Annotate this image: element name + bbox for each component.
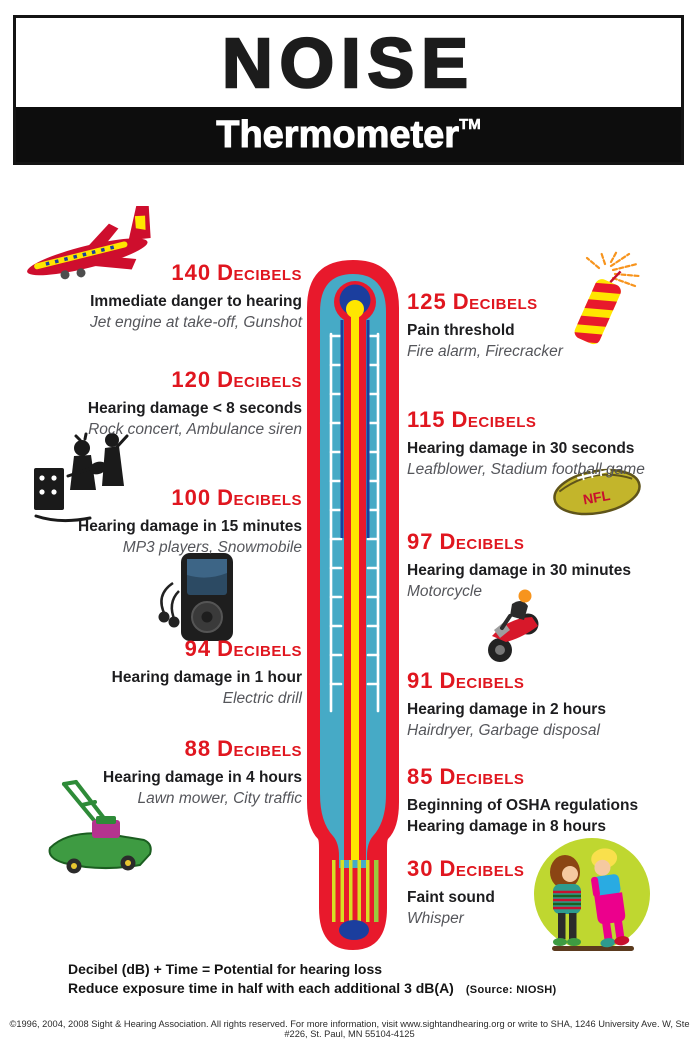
- level-description: Hearing damage in 30 seconds: [407, 440, 635, 457]
- level-examples: MP3 players, Snowmobile: [122, 539, 302, 556]
- level-examples: Motorcycle: [407, 583, 482, 600]
- decibel-heading: [407, 530, 631, 557]
- level-description: Hearing damage in 4 hours: [103, 769, 302, 786]
- level-description: Hearing damage in 15 minutes: [78, 518, 302, 535]
- decibel-number: 94: [184, 636, 212, 661]
- decibel-word: DECIBELS: [217, 367, 302, 392]
- decibel-word: DECIBELS: [217, 736, 302, 761]
- level-description: Hearing damage in 30 minutes: [407, 562, 631, 579]
- trademark-mark: TM: [459, 115, 481, 133]
- level-entry-120: [88, 368, 302, 440]
- level-entry-97: [407, 530, 631, 602]
- decibel-number: 140: [171, 260, 212, 285]
- decibel-word: DECIBELS: [439, 764, 525, 789]
- decibel-word: DECIBELS: [439, 529, 525, 554]
- footnote-line2-text: Reduce exposure time in half with each additional 3 dB(A): [68, 980, 454, 996]
- decibel-word: DECIBELS: [452, 289, 538, 314]
- poster-title: NOISE: [222, 23, 475, 102]
- decibel-heading: [90, 261, 302, 288]
- level-description: Pain threshold: [407, 322, 515, 339]
- footnote-line1: Decibel (dB) + Time = Potential for hearing loss: [68, 961, 383, 977]
- level-entry-115: [407, 408, 645, 480]
- thermometer-graphic: [303, 256, 403, 956]
- level-examples: Hairdryer, Garbage disposal: [407, 722, 600, 739]
- level-description: Hearing damage in 1 hour: [111, 669, 302, 686]
- poster-subtitle: [216, 113, 481, 156]
- level-entry-140: [90, 261, 302, 333]
- poster-subtitle-bar: [16, 107, 681, 162]
- subtitle-text: Thermometer: [216, 113, 460, 156]
- poster-header: [13, 15, 684, 165]
- decibel-word: DECIBELS: [217, 636, 302, 661]
- level-examples: Lawn mower, City traffic: [137, 790, 302, 807]
- decibel-number: 88: [184, 736, 212, 761]
- firecracker-icon: [551, 250, 647, 354]
- decibel-number: 125: [407, 289, 447, 314]
- decibel-word: DECIBELS: [439, 668, 525, 693]
- level-entry-88: [103, 737, 302, 809]
- decibel-heading: [112, 637, 302, 664]
- level-entry-94: [112, 637, 302, 709]
- level-examples: Whisper: [407, 910, 464, 927]
- decibel-heading: [103, 737, 302, 764]
- decibel-heading: [407, 765, 638, 792]
- decibel-number: 120: [171, 367, 212, 392]
- decibel-word: DECIBELS: [217, 485, 302, 510]
- level-description: Hearing damage < 8 seconds: [87, 400, 302, 417]
- mp3-player-icon: [153, 551, 237, 647]
- poster-title-area: [16, 18, 681, 107]
- level-examples: Electric drill: [222, 690, 302, 707]
- level-description: Hearing damage in 2 hours: [407, 701, 606, 718]
- level-entry-30: [407, 857, 524, 929]
- football-label: NFL: [581, 486, 612, 508]
- level-entry-100: [78, 486, 302, 558]
- decibel-heading: [78, 486, 302, 513]
- decibel-heading: [407, 857, 524, 884]
- level-entry-91: [407, 669, 606, 741]
- footnote-line2: [68, 979, 557, 1000]
- decibel-heading: [407, 408, 645, 435]
- decibel-number: 85: [407, 764, 434, 789]
- copyright-line: ©1996, 2004, 2008 Sight & Hearing Association. All rights reserved. For more information, visit www.sightandhearing.org or write to SHA, 1246 University Ave. W, Ste #226, St. Paul, MN 55104-4125: [9, 1019, 690, 1039]
- level-description: Beginning of OSHA regulations: [407, 797, 639, 814]
- decibel-heading: [88, 368, 302, 395]
- level-examples: Leafblower, Stadium football game: [407, 461, 645, 478]
- decibel-number: 91: [407, 668, 434, 693]
- decibel-heading: [407, 290, 563, 317]
- decibel-word: DECIBELS: [439, 856, 525, 881]
- level-description: Immediate danger to hearing: [90, 293, 302, 310]
- level-description-2: Hearing damage in 8 hours: [407, 818, 606, 835]
- decibel-word: DECIBELS: [451, 407, 537, 432]
- decibel-number: 97: [407, 529, 434, 554]
- level-entry-85: [407, 765, 638, 837]
- decibel-number: 115: [407, 407, 446, 432]
- decibel-word: DECIBELS: [217, 260, 302, 285]
- decibel-number: 100: [171, 485, 212, 510]
- decibel-number: 30: [407, 856, 434, 881]
- footnote: [68, 960, 557, 1000]
- level-examples: Fire alarm, Firecracker: [407, 343, 563, 360]
- level-examples: Jet engine at take-off, Gunshot: [90, 314, 302, 331]
- decibel-heading: [407, 669, 606, 696]
- kids-whispering-icon: [522, 830, 660, 956]
- footnote-source: (Source: NIOSH): [465, 984, 557, 996]
- level-description: Faint sound: [407, 889, 495, 906]
- level-entry-125: [407, 290, 563, 362]
- level-examples: Rock concert, Ambulance siren: [88, 421, 302, 438]
